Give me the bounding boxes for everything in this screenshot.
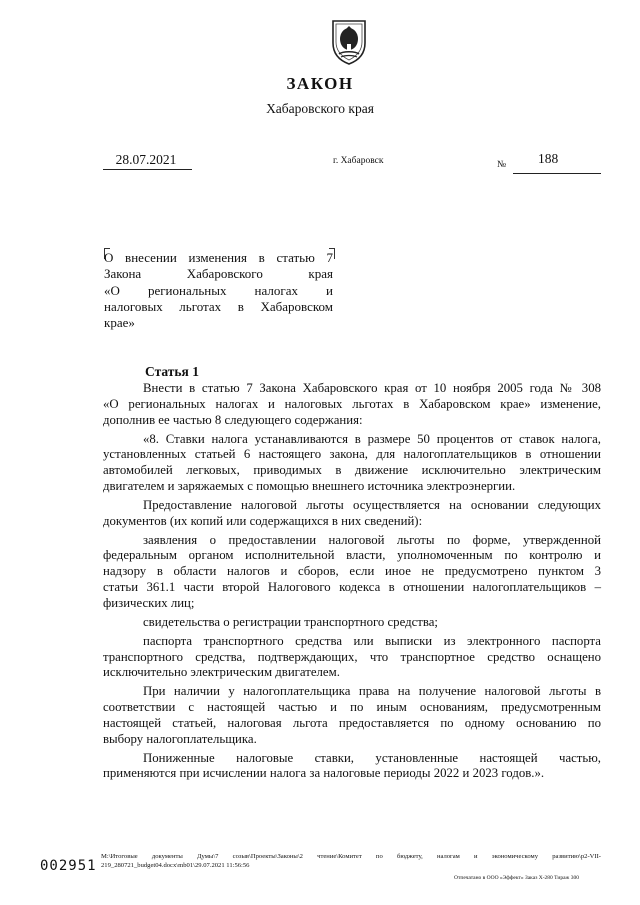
- body-line: двигателем и заряжаемых с помощью внешнего источника электроэнергии.: [103, 479, 516, 494]
- law-subject: [104, 250, 333, 331]
- body-line: соответствии с настоящей частью и по иным основаниям, предусмотренным: [103, 700, 601, 715]
- law-city: г. Хабаровск: [333, 156, 384, 166]
- body-line: документов (их копий или содержащихся в них сведений):: [103, 513, 423, 528]
- body-line: заявления о предоставлении налоговой льготы по форме, утвержденной: [143, 532, 601, 547]
- file-path-line: 219_280721_budget04.docx\mb01\29.07.2021 11:56:56: [101, 862, 250, 869]
- number-sign: №: [497, 160, 507, 170]
- registration-number: 002951: [40, 858, 97, 874]
- file-path-footer: [101, 852, 601, 870]
- coat-of-arms-icon: [330, 17, 368, 65]
- body-line: паспорта транспортного средства или выписки из электронного паспорта: [143, 633, 601, 648]
- body-line: Пониженные налоговые ставки, установленные настоящей частью,: [143, 750, 601, 765]
- coat-of-arms-emblem: [330, 17, 368, 65]
- subject-line: крае»: [104, 315, 135, 331]
- print-note: Отпечатано в ООО «Эффект» Заказ Х-280 Тираж 300: [454, 875, 579, 881]
- body-line: настоящей статьей, налоговая льгота предоставляется по одному основанию по: [103, 715, 601, 730]
- file-path-line: M:\Итоговые документы Думы\7 созыв\Проекты\Законы\2 чтение\Комитет по бюджету, налогам и экономическому развитию\р2-VII-: [101, 853, 601, 860]
- subject-line: «О региональных налогах и: [104, 282, 333, 298]
- body-line: установленных статьей 6 настоящего закона, для налогоплательщиков в отношении: [103, 447, 601, 462]
- body-line: Внести в статью 7 Закона Хабаровского края от 10 ноября 2005 года № 308: [143, 381, 601, 395]
- body-line: применяются при исчислении налога за налоговые периоды 2022 и 2023 годов.».: [103, 766, 545, 781]
- body-line: исключительно электрическим двигателем.: [103, 665, 340, 680]
- body-line: статьи 361.1 части второй Налогового кодекса в отношении налогоплательщиков –: [103, 580, 601, 595]
- body-line: федеральным органом исполнительной власти, уполномоченным по контролю и: [103, 548, 601, 563]
- body-line: выбору налогоплательщика.: [103, 731, 257, 746]
- law-number: 188: [538, 151, 559, 166]
- body-line: Предоставление налоговой льготы осуществляется на основании следующих: [143, 497, 601, 512]
- body-line: «О региональных налогах и налоговых льготах в Хабаровском крае» изменение,: [103, 396, 601, 411]
- article-title: Статья 1: [145, 364, 199, 379]
- subject-line: Закона Хабаровского края: [104, 266, 333, 282]
- body-line: транспортного средства, подтверждающих, что транспортное средство оснащено: [103, 649, 601, 664]
- body-line: автомобилей легковых, приводимых в движение исключительно электрическим: [103, 463, 601, 478]
- subject-line: О внесении изменения в статью 7: [104, 250, 333, 265]
- law-date: 28.07.2021: [115, 152, 177, 167]
- body-line: свидетельства о регистрации транспортного средства;: [143, 614, 438, 629]
- document-title: ЗАКОН: [286, 74, 354, 93]
- document-region: Хабаровского края: [266, 101, 374, 116]
- body-line: физических лиц;: [103, 595, 195, 610]
- subject-line: налоговых льготах в Хабаровском: [104, 298, 333, 314]
- body-line: надзору в области налогов и сборов, если иное не предусмотрено пунктом 3: [103, 564, 601, 579]
- body-line: «8. Ставки налога устанавливаются в размере 50 процентов от ставок налога,: [143, 431, 601, 446]
- body-line: дополнив ее частью 8 следующего содержания:: [103, 412, 363, 427]
- date-underline: [103, 169, 192, 170]
- body-line: При наличии у налогоплательщика права на получение налоговой льготы в: [143, 684, 601, 699]
- number-underline: [513, 173, 601, 174]
- article-body: [103, 381, 601, 782]
